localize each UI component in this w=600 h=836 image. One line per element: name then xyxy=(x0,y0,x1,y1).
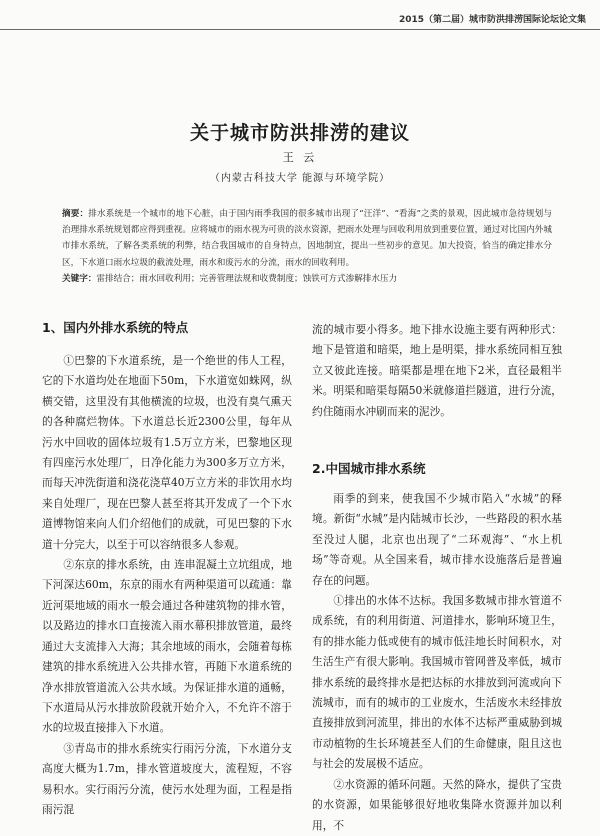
keywords-text: 雷排结合；雨水回收利用；完善管理法规和收费制度；蚀铁可方式渗解排水压力 xyxy=(96,273,398,284)
paragraph-continuation: 流的城市要小得多。地下排水设施主要有两种形式：地下是管道和暗渠，地上是明渠，排水系统同相互独立又彼此连接。暗渠都是埋在地下2米，直径最粗半米。明渠和暗渠每隔50米就修道拦隧道，进行分流，约住随雨水冲刷而来的泥沙。 xyxy=(312,323,562,418)
paragraph-paris: ①巴黎的下水道系统，是一个绝世的伟人工程，它的下水道均处在地面下50m，下水道宽如蛛网，纵横交错，这里没有其他横流的垃圾，也没有臭气熏天的各种腐烂物体。下水道总长近2300公里，每年从污水中回收的固体垃圾有1.5万立方米，巴黎地区现有四座污水处理厂，日净化能力为300多万立方米，而每天冲洗街道和浇花浇草40万立方米的非饮用水均来自处理厂，现在巴黎人甚至将其开发成了一个下水道博物馆来向人们介绍他们的成就，可见巴黎的下水道十分完大，以至于可以容纳很多人参观。 xyxy=(42,354,292,551)
abstract-text: 排水系统是一个城市的地下心脏，由于国内雨季我国的很多城市出现了“汪洋”、“看海”之类的景观，因此城市急待规划与治理排水系统规划都应得到重视。应将城市的雨水视为可贵的淡水资源，把雨水处理与回收利用放到重要位置，通过对比国内外城市排水系统，了解各类系统的利弊，结合我国城市的自身特点，因地制宜，提出一些初步的意见。加大投资，恰当的确定排水分区，下水道口雨水垃圾的截流处理，雨水和废污水的分流，雨水的回收利用。 xyxy=(62,209,552,268)
paragraph-water-quality: ①排出的水体不达标。我国多数城市排水管道不成系统，有的利用街道、河道排水，影响环境卫生，有的排水能力低或使有的城市低洼地长时间积水，对生活生产有很大影响。我国城市管网普及率低，城市排水系统的最终排水是把达标的水排放到河流或向下流城市，而有的城市的工业废水，生活废水未经排放直接排放到河流里，排出的水体不达标严重威胁到城市动植物的生长环境甚至人们的生命健康，阻且这也与社会的发展极不适应。 xyxy=(312,594,562,771)
paragraph-rainy-season: 雨季的到来，使我国不少城市陷入“水城”的释境。新街“水城”是内陆城市长沙，一些路段的积水基至没过人腿，北京也出现了“二环观海”、“水上机场”等奇观。从全国来看，城市排水设施落后是普遍存在的问题。 xyxy=(312,492,562,587)
right-column-bottom xyxy=(312,489,562,836)
author-affiliation: （内蒙古科技大学 能源与环境学院） xyxy=(209,173,391,184)
section-1-heading: 1、国内外排水系统的特点 xyxy=(42,320,189,335)
section-2-heading: 2.中国城市排水系统 xyxy=(312,461,426,476)
paragraph-tokyo: ②东京的排水系统，由 连串混凝土立坑组成，地下河深达60m，东京的雨水有两种渠道可以疏通：靠近河渠地域的雨水一般会通过各种建筑物的排水管，以及路边的排水口直接流入雨水幕积排放管道，最终通过大支流排入大海；其余地域的雨水，会随着每栋建筑的排水系统进入公共排水管，再随下水道系统的净水排放管道流入公共水域。为保证排水道的通畅，下水道局从污水排放阶段就开始介入，不允许不溶于水的垃圾直接排入下水道。 xyxy=(42,558,292,735)
right-column-top xyxy=(312,320,562,422)
left-column xyxy=(42,351,292,820)
abstract xyxy=(62,206,552,271)
paragraph-water-cycle: ②水资源的循环问题。天然的降水，提供了宝贵的水资源，如果能够很好地收集降水资源并加以利用，不 xyxy=(312,777,562,832)
keywords xyxy=(62,271,552,287)
header-rule xyxy=(0,29,600,30)
running-header: 2015（第二届）城市防洪排涝国际论坛论文集 xyxy=(398,15,586,25)
author-name: 王 云 xyxy=(282,151,318,164)
paper-title: 关于城市防洪排涝的建议 xyxy=(189,122,410,144)
abstract-label: 摘要： xyxy=(62,209,89,219)
paragraph-qingdao: ③青岛市的排水系统实行雨污分流，下水道分支高度大概为1.7m，排水管道坡度大，流程短，不容易积水。实行雨污分流，使污水处理为面，工程是指雨污混 xyxy=(42,741,292,816)
abstract-block xyxy=(62,206,552,287)
keywords-label: 关键字： xyxy=(62,273,97,284)
